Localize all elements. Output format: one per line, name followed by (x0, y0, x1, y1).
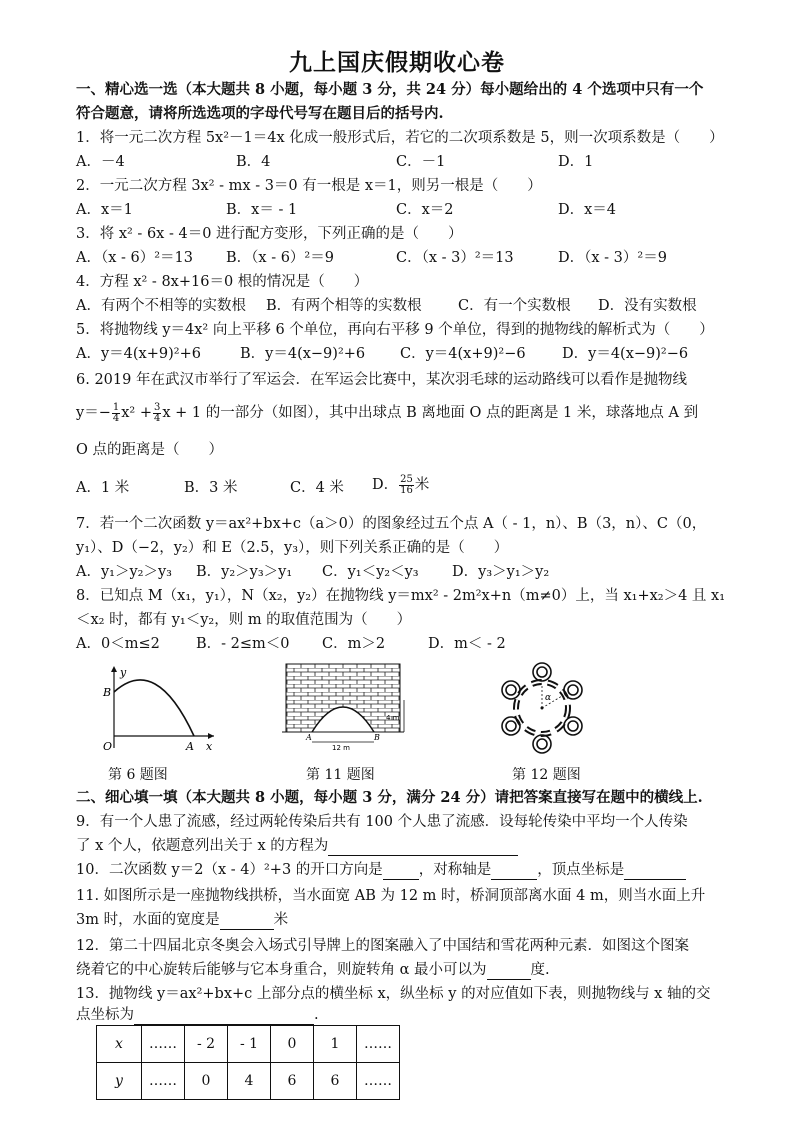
q8-line2: ＜x₂ 时，都有 y₁＜y₂，则 m 的取值范围为（ ） (76, 612, 412, 628)
q8-line1: 8．已知点 M（x₁，y₁），N（x₂，y₂）在抛物线 y＝mx² - 2m²x+n（m≠0）上，当 x₁+x₂＞4 且 x₁ (76, 588, 726, 604)
q10-part1: 10．二次函数 y＝2（x - 4）²+3 的开口方向是 (76, 862, 383, 878)
table-cell: 6 (314, 1063, 357, 1100)
fig12-label-alpha: α (545, 693, 552, 703)
table-row (97, 1063, 400, 1100)
q10-blank-direction[interactable] (383, 865, 419, 880)
table-cell: 6 (271, 1063, 314, 1100)
q12-line2 (76, 960, 550, 980)
q1-option-c: C．－1 (396, 154, 446, 170)
q6-frac1-den: 4 (112, 412, 120, 424)
fig6-label-x: x (206, 740, 213, 753)
q6-eq-mid: x² + (121, 405, 152, 421)
q13-line1: 13．抛物线 y＝ax²+bx+c 上部分点的横坐标 x，纵坐标 y 的对应值如下表，则抛物线与 x 轴的交 (76, 986, 711, 1002)
q13-line2a: 点坐标为 (76, 1007, 134, 1023)
q6-frac2 (153, 403, 161, 424)
fig6-label-o: O (103, 740, 113, 753)
q9-answer-blank[interactable] (328, 841, 518, 856)
q6-option-b: B．3 米 (184, 480, 238, 496)
q7-option-d: D．y₃＞y₁＞y₂ (452, 564, 550, 580)
table-cell: …… (357, 1063, 400, 1100)
q5-option-a: A．y＝4(x+9)²+6 (76, 346, 201, 362)
q7-option-c: C．y₁＜y₂＜y₃ (322, 564, 419, 580)
q1-option-b: B．4 (236, 154, 271, 170)
q11-line1: 11. 如图所示是一座抛物线拱桥，当水面宽 AB 为 12 m 时，桥洞顶部离水面 4 m，则当水面上升 (76, 888, 706, 904)
q2-option-a: A．x＝1 (76, 202, 133, 218)
q13-answer-blank[interactable] (134, 1010, 314, 1025)
q6-frac2-den: 4 (153, 412, 161, 424)
q6-option-d-num: 25 (400, 473, 413, 485)
q6-frac2-num: 3 (153, 401, 161, 413)
fig6-y-arrow (111, 666, 117, 672)
q12-line2a: 绕着它的中心旋转后能够与它本身重合，则旋转角 α 最小可以为 (76, 962, 487, 978)
q13-value-table (96, 1025, 400, 1100)
figure-12-caption: 第 12 题图 (512, 767, 581, 783)
q6-option-c: C．4 米 (290, 480, 344, 496)
q10-blank-axis[interactable] (491, 865, 537, 880)
figure-11-caption: 第 11 题图 (306, 767, 375, 783)
q4-option-d: D．没有实数根 (598, 298, 697, 314)
q13-line2b: . (314, 1007, 319, 1023)
fig12-center (541, 707, 544, 710)
q6-option-d (372, 472, 429, 498)
section1-header-line2: 符合题意，请将所选选项的字母代号写在题目后的括号内. (76, 105, 444, 122)
q6-option-d-label: D． (372, 477, 399, 493)
q6-frac1-num: 1 (112, 401, 120, 413)
table-cell: 0 (185, 1063, 228, 1100)
q6-option-d-unit: 米 (414, 477, 430, 493)
table-cell: 1 (314, 1026, 357, 1063)
fig6-label-y: y (120, 666, 127, 679)
q9-line2-text: 了 x 个人，依题意列出关于 x 的方程为 (76, 838, 329, 854)
fig11-label-b: B (374, 733, 380, 742)
table-cell: y (97, 1063, 142, 1100)
q1-option-a: A．－4 (76, 154, 125, 170)
q6-line1: 6. 2019 年在武汉市举行了军运会．在军运会比赛中，某次羽毛球的运动路线可以看作是抛物线 (76, 372, 687, 388)
q4-stem: 4．方程 x² - 8x+16＝0 根的情况是（ ） (76, 274, 369, 290)
q8-option-c: C．m＞2 (322, 636, 386, 652)
q12-line2b: 度. (530, 962, 550, 978)
fig11-bridge (286, 664, 400, 732)
q2-option-b: B．x＝ - 1 (226, 202, 298, 218)
table-cell: …… (142, 1026, 185, 1063)
table-cell: 4 (228, 1063, 271, 1100)
figure-6-caption: 第 6 题图 (108, 767, 168, 783)
q9-line1: 9．有一个人患了流感，经过两轮传染后共有 100 个人患了流感．设每轮传染中平均一个人传染 (76, 814, 688, 830)
q6-option-d-frac (399, 475, 414, 496)
fig6-parabola (114, 680, 194, 736)
q1-stem: 1．将一元二次方程 5x²－1＝4x 化成一般形式后，若它的二次项系数是 5，则一次项系数是（ ） (76, 130, 724, 146)
q12-line1: 12．第二十四届北京冬奥会入场式引导牌上的图案融入了中国结和雪花两种元素．如图这个图案 (76, 938, 689, 954)
q13-line2 (76, 1005, 319, 1025)
fig11-height-label: 4 m (386, 714, 400, 722)
q8-option-b: B．- 2≤m＜0 (196, 636, 290, 652)
q4-option-c: C．有一个实数根 (458, 298, 571, 314)
q7-line2: y₁）、D（−2，y₂）和 E（2.5，y₃），则下列关系正确的是（ ） (76, 540, 509, 556)
q5-option-b: B．y＝4(x−9)²+6 (240, 346, 366, 362)
q6-option-a: A．1 米 (76, 480, 130, 496)
q2-stem: 2．一元二次方程 3x² - mx - 3＝0 有一根是 x＝1，则另一根是（ ） (76, 178, 542, 194)
fig11-width-label: 12 m (332, 744, 350, 752)
q8-option-a: A．0＜m≤2 (76, 636, 160, 652)
table-cell: x (97, 1026, 142, 1063)
figure-11 (276, 660, 416, 756)
table-cell: …… (142, 1063, 185, 1100)
q6-frac1 (112, 403, 120, 424)
q6-line3: O 点的距离是（ ） (76, 442, 223, 458)
fig11-label-a: A (306, 733, 312, 742)
q10-line (76, 860, 686, 880)
q6-eq-suffix: x + 1 的一部分（如图），其中出球点 B 离地面 O 点的距离是 1 米，球落地点 A 到 (162, 405, 699, 421)
q11-line2a: 3m 时，水面的宽度是 (76, 912, 220, 928)
q10-part2: ，对称轴是 (418, 862, 492, 878)
q3-option-b: B．（x - 6）²＝9 (226, 250, 334, 266)
q3-option-a: A．（x - 6）²＝13 (76, 250, 194, 266)
q4-option-b: B．有两个相等的实数根 (266, 298, 422, 314)
q6-eq-prefix: y＝− (76, 405, 111, 421)
q7-option-a: A．y₁＞y₂＞y₃ (76, 564, 172, 580)
q5-option-c: C．y＝4(x+9)²−6 (400, 346, 526, 362)
q10-part3: ，顶点坐标是 (537, 862, 625, 878)
section1-header-line1: 一、精心选一选（本大题共 8 小题，每小题 3 分，共 24 分）每小题给出的 4 个选项中只有一个 (76, 81, 704, 98)
table-cell: …… (357, 1026, 400, 1063)
page-title: 九上国庆假期收心卷 (289, 49, 505, 76)
table-row (97, 1026, 400, 1063)
q12-answer-blank[interactable] (487, 965, 531, 980)
q11-line2b: 米 (273, 912, 289, 928)
q6-option-d-den: 16 (400, 484, 413, 496)
q2-option-d: D．x＝4 (558, 202, 617, 218)
table-cell: - 2 (185, 1026, 228, 1063)
q11-line2 (76, 910, 288, 930)
table-cell: - 1 (228, 1026, 271, 1063)
q5-stem: 5．将抛物线 y＝4x² 向上平移 6 个单位，再向右平移 9 个单位，得到的抛物线的解析式为（ ） (76, 322, 714, 338)
q2-option-c: C．x＝2 (396, 202, 454, 218)
section2-header: 二、细心填一填（本大题共 8 小题，每小题 3 分，满分 24 分）请把答案直接写在题中的横线上. (76, 789, 703, 806)
q1-option-d: D．1 (558, 154, 594, 170)
fig6-label-a: A (186, 740, 194, 753)
q7-line1: 7．若一个二次函数 y＝ax²+bx+c（a＞0）的图象经过五个点 A（ - 1，n）、B（3，n）、C（0， (76, 516, 707, 532)
figure-6 (84, 662, 234, 758)
q7-option-b: B．y₂＞y₃＞y₁ (196, 564, 293, 580)
q4-option-a: A．有两个不相等的实数根 (76, 298, 246, 314)
q8-option-d: D．m＜ - 2 (428, 636, 506, 652)
q3-option-c: C．（x - 3）²＝13 (396, 250, 514, 266)
figure-12 (488, 656, 596, 760)
table-cell: 0 (271, 1026, 314, 1063)
q10-blank-vertex[interactable] (624, 865, 686, 880)
fig6-label-b: B (103, 686, 112, 699)
q3-option-d: D．（x - 3）²＝9 (558, 250, 667, 266)
q9-line2 (76, 836, 518, 856)
q6-equation-line (76, 400, 698, 426)
fig6-x-arrow (208, 733, 214, 739)
q11-answer-blank[interactable] (220, 915, 274, 930)
q3-stem: 3．将 x² - 6x - 4＝0 进行配方变形，下列正确的是（ ） (76, 226, 463, 242)
q5-option-d: D．y＝4(x−9)²−6 (562, 346, 689, 362)
